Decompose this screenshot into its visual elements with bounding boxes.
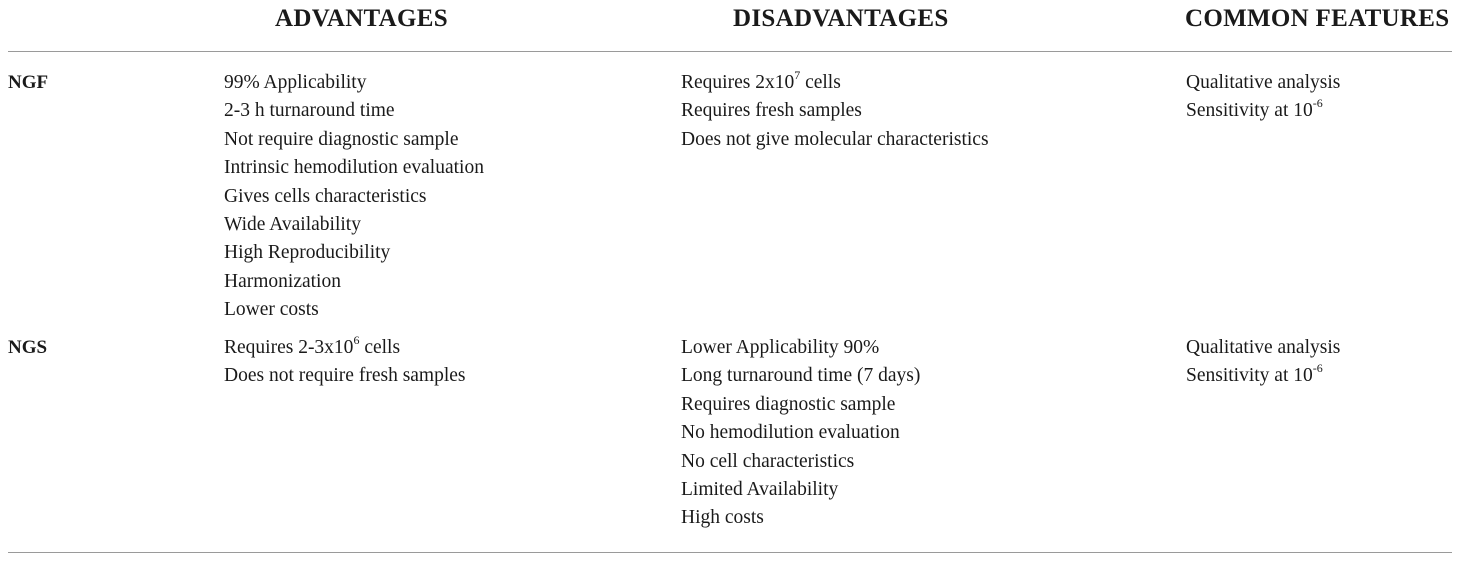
header-rule bbox=[8, 51, 1452, 52]
exponent: -6 bbox=[1312, 360, 1323, 375]
list-item: Requires diagnostic sample bbox=[681, 393, 896, 415]
row-label-ngf: NGF bbox=[8, 72, 49, 93]
list-item: Lower Applicability 90% bbox=[681, 337, 880, 358]
exponent: 6 bbox=[353, 332, 360, 347]
list-item: 99% Applicability bbox=[224, 72, 367, 93]
list-item bbox=[224, 334, 466, 362]
ngf-common-list bbox=[1186, 69, 1340, 126]
cell-count-suffix: cells bbox=[800, 72, 841, 93]
list-item: High costs bbox=[681, 507, 764, 529]
list-item: Wide Availability bbox=[224, 213, 361, 235]
cell-count-suffix: cells bbox=[359, 337, 401, 358]
list-item: Requires fresh samples bbox=[681, 100, 862, 122]
list-item: 2-3 h turnaround time bbox=[224, 100, 395, 122]
sensitivity-text: Sensitivity at 10 bbox=[1186, 100, 1313, 122]
row-label-ngs: NGS bbox=[8, 337, 48, 358]
ngs-disadvantages-list bbox=[681, 334, 920, 533]
list-item: Qualitative analysis bbox=[1186, 337, 1341, 358]
list-item: High Reproducibility bbox=[224, 242, 391, 264]
ngf-advantages-list bbox=[224, 69, 484, 325]
ngs-common-list bbox=[1186, 334, 1340, 391]
list-item: Gives cells characteristics bbox=[224, 185, 427, 207]
list-item: Qualitative analysis bbox=[1186, 72, 1341, 93]
list-item bbox=[681, 69, 989, 97]
sensitivity-text: Sensitivity at 10 bbox=[1186, 365, 1313, 387]
header-common-features: COMMON FEATURES bbox=[1185, 5, 1450, 32]
list-item: Limited Availability bbox=[681, 478, 839, 500]
header-disadvantages: DISADVANTAGES bbox=[733, 5, 949, 32]
list-item: No hemodilution evaluation bbox=[681, 422, 900, 444]
list-item: Harmonization bbox=[224, 270, 341, 292]
list-item: Not require diagnostic sample bbox=[224, 128, 459, 150]
list-item: Long turnaround time (7 days) bbox=[681, 365, 921, 387]
list-item: Intrinsic hemodilution evaluation bbox=[224, 157, 484, 179]
exponent: 7 bbox=[794, 67, 801, 82]
ngf-disadvantages-list bbox=[681, 69, 989, 154]
cell-count-text: Requires 2-3x10 bbox=[224, 337, 354, 358]
header-advantages: ADVANTAGES bbox=[275, 5, 448, 32]
ngs-advantages-list bbox=[224, 334, 466, 391]
list-item: Lower costs bbox=[224, 299, 319, 321]
list-item bbox=[1186, 362, 1340, 390]
list-item bbox=[1186, 97, 1340, 125]
list-item: Does not require fresh samples bbox=[224, 365, 466, 387]
exponent: -6 bbox=[1312, 95, 1323, 110]
list-item: No cell characteristics bbox=[681, 450, 855, 472]
bottom-rule bbox=[8, 552, 1452, 553]
list-item: Does not give molecular characteristics bbox=[681, 128, 989, 150]
cell-count-text: Requires 2x10 bbox=[681, 72, 795, 93]
